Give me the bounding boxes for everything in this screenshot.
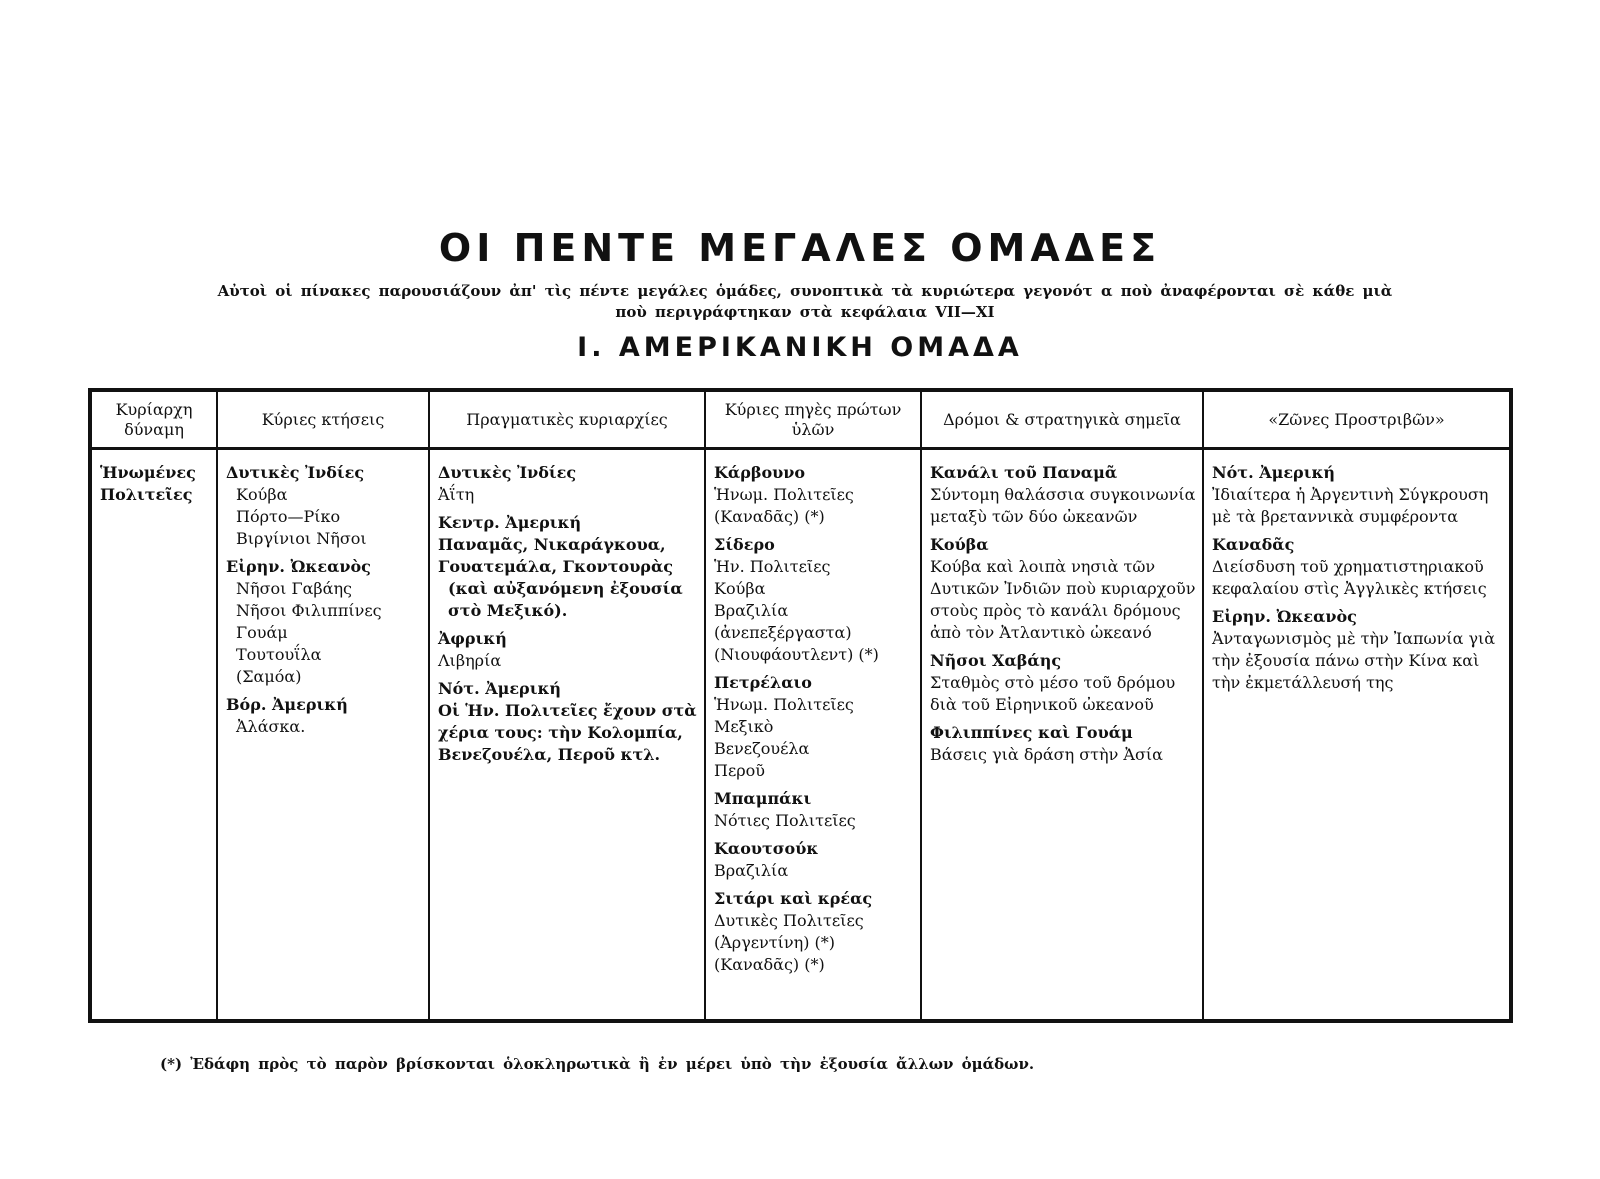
group-title: Κανάλι τοῦ Παναμᾶ bbox=[930, 463, 1118, 482]
list-item: Βενεζουέλα bbox=[714, 739, 810, 758]
list-item: (Καναδᾶς) (*) bbox=[714, 507, 825, 526]
list-item: Βραζιλία (ἀνεπεξέργαστα) bbox=[714, 601, 852, 642]
list-item: Τουτουΐλα bbox=[236, 645, 322, 664]
column-header: Πραγματικὲς κυριαρχίες bbox=[430, 392, 704, 450]
group bbox=[438, 678, 698, 766]
list-item: Ἀνταγωνισμὸς μὲ τὴν Ἰαπωνία γιὰ τὴν ἐξουσία πάνω στὴν Κίνα καὶ τὴν ἐκμετάλλευσή της bbox=[1212, 629, 1496, 692]
list-item: Ἡνωμ. Πολιτεῖες bbox=[714, 485, 854, 504]
list-item: Ἡνωμ. Πολιτεῖες bbox=[714, 695, 854, 714]
group bbox=[438, 628, 698, 672]
list-item: Σύντομη θαλάσσια συγκοινωνία μεταξὺ τῶν δύο ὠκεανῶν bbox=[930, 485, 1196, 526]
column-body bbox=[92, 454, 216, 506]
group-title: Μπαμπάκι bbox=[714, 789, 812, 808]
column-raw-materials bbox=[704, 392, 920, 1019]
group bbox=[226, 462, 422, 550]
group bbox=[1212, 534, 1503, 600]
group bbox=[226, 556, 422, 688]
list-item: Πόρτο—Ρίκο bbox=[236, 507, 341, 526]
group bbox=[1212, 462, 1503, 528]
list-item: Οἱ Ἡν. Πολιτεῖες ἔχουν στὰ χέρια τους: τὴν Κολομπία, Βενεζουέλα, Περοῦ κτλ. bbox=[438, 701, 697, 764]
group bbox=[714, 888, 914, 976]
list-item: Βιργίνιοι Νῆσοι bbox=[236, 529, 367, 548]
column-body bbox=[706, 454, 920, 982]
list-item: Περοῦ bbox=[714, 761, 766, 780]
group bbox=[1212, 606, 1503, 694]
group-title: Ἀφρική bbox=[438, 629, 507, 648]
subtitle-line: ποὺ περιγράφτηκαν στὰ κεφάλαια VII—XI bbox=[615, 303, 995, 321]
group bbox=[930, 722, 1196, 766]
group-title: Πετρέλαιο bbox=[714, 673, 812, 692]
column-body bbox=[1204, 454, 1509, 700]
column-friction-zones bbox=[1202, 392, 1509, 1019]
list-item: Ἰδιαίτερα ἡ Ἀργεντινὴ Σύγκρουση μὲ τὰ βρεταννικὰ συμφέροντα bbox=[1212, 485, 1489, 526]
power-name: Ἡνωμένες Πολιτεῖες bbox=[100, 463, 196, 504]
section-title: Ι. ΑΜΕΡΙΚΑΝΙΚΗ ΟΜΑΔΑ bbox=[577, 332, 1023, 363]
column-body bbox=[922, 454, 1202, 772]
column-power bbox=[92, 392, 216, 1019]
column-body bbox=[218, 454, 428, 744]
group bbox=[714, 534, 914, 666]
list-item: Βραζιλία bbox=[714, 861, 789, 880]
group bbox=[438, 512, 698, 622]
group-title: Σιτάρι καὶ κρέας bbox=[714, 889, 873, 908]
group bbox=[714, 462, 914, 528]
list-item: (Καναδᾶς) (*) bbox=[714, 955, 825, 974]
column-routes bbox=[920, 392, 1202, 1019]
group-title: Δυτικὲς Ἰνδίες bbox=[226, 463, 365, 482]
group-title: Κούβα bbox=[930, 535, 989, 554]
list-item: Νότιες Πολιτεῖες bbox=[714, 811, 856, 830]
column-body bbox=[430, 454, 704, 772]
column-possessions bbox=[216, 392, 428, 1019]
list-item: (Σαμόα) bbox=[236, 667, 302, 686]
group-title: Κάρβουνο bbox=[714, 463, 806, 482]
group bbox=[714, 838, 914, 882]
page-title: ΟΙ ΠΕΝΤΕ ΜΕΓΑΛΕΣ ΟΜΑΔΕΣ bbox=[438, 226, 1162, 270]
list-item: Νῆσοι Φιλιππίνες bbox=[236, 601, 382, 620]
list-item: Δυτικὲς Πολιτεῖες bbox=[714, 911, 864, 930]
group-title: Εἰρην. Ὠκεανὸς bbox=[1212, 607, 1357, 626]
group bbox=[714, 672, 914, 782]
group-title: Καναδᾶς bbox=[1212, 535, 1295, 554]
column-header: Κύριες πηγὲς πρώτων ὑλῶν bbox=[706, 392, 920, 450]
list-item: Ἀλάσκα. bbox=[236, 717, 306, 736]
list-item: (Ἀργεντίνη) (*) bbox=[714, 933, 836, 952]
group-title: Βόρ. Ἀμερική bbox=[226, 695, 348, 714]
list-item: Κούβα bbox=[714, 579, 766, 598]
list-item: Σταθμὸς στὸ μέσο τοῦ δρόμου διὰ τοῦ Εἰρηνικοῦ ὠκεανοῦ bbox=[930, 673, 1176, 714]
list-item: (Νιουφάουτλεντ) (*) bbox=[714, 645, 879, 664]
group-title: Δυτικὲς Ἰνδίες bbox=[438, 463, 577, 482]
list-item: Μεξικὸ bbox=[714, 717, 774, 736]
list-item: (καὶ αὐξανόμενη ἐξουσία στὸ Μεξικό). bbox=[448, 579, 683, 620]
subtitle bbox=[140, 281, 1470, 323]
summary-table bbox=[88, 388, 1513, 1023]
group-title: Καουτσούκ bbox=[714, 839, 819, 858]
list-item: Κούβα καὶ λοιπὰ νησιὰ τῶν Δυτικῶν Ἰνδιῶν ποὺ κυριαρχοῦν στοὺς πρὸς τὸ κανάλι δρόμους ἀπὸ τὸν Ἀτλαντικὸ ὠκεανό bbox=[930, 557, 1196, 642]
group-title: Νότ. Ἀμερική bbox=[438, 679, 562, 698]
list-item: Παναμᾶς, Νικαράγκουα, Γουατεμάλα, Γκοντουρὰς bbox=[438, 535, 673, 576]
list-item: Ἡν. Πολιτεῖες bbox=[714, 557, 831, 576]
group-title: Νῆσοι Χαβάης bbox=[930, 651, 1062, 670]
group bbox=[714, 788, 914, 832]
group bbox=[930, 462, 1196, 528]
column-header: Δρόμοι & στρατηγικὰ σημεῖα bbox=[922, 392, 1202, 450]
group-title: Κεντρ. Ἀμερική bbox=[438, 513, 582, 532]
list-item: Βάσεις γιὰ δράση στὴν Ἀσία bbox=[930, 745, 1163, 764]
group bbox=[226, 694, 422, 738]
column-dominions bbox=[428, 392, 704, 1019]
group-title: Φιλιππίνες καὶ Γουάμ bbox=[930, 723, 1133, 742]
group-title: Σίδερο bbox=[714, 535, 775, 554]
list-item: Κούβα bbox=[236, 485, 288, 504]
group bbox=[930, 534, 1196, 644]
column-header: «Ζῶνες Προστριβῶν» bbox=[1204, 392, 1509, 450]
column-header: Κυρίαρχη δύναμη bbox=[92, 392, 216, 450]
group bbox=[930, 650, 1196, 716]
group-title: Νότ. Ἀμερική bbox=[1212, 463, 1336, 482]
group bbox=[438, 462, 698, 506]
list-item: Ἀΐτη bbox=[438, 485, 475, 504]
list-item: Γουάμ bbox=[236, 623, 288, 642]
column-header: Κύριες κτήσεις bbox=[218, 392, 428, 450]
list-item: Λιβηρία bbox=[438, 651, 502, 670]
list-item: Νῆσοι Γαβάης bbox=[236, 579, 353, 598]
footnote: (*) Ἐδάφη πρὸς τὸ παρὸν βρίσκονται ὁλοκληρωτικὰ ἢ ἐν μέρει ὑπὸ τὴν ἐξουσία ἄλλων ὁμάδων. bbox=[160, 1055, 1035, 1073]
list-item: Διείσδυση τοῦ χρηματιστηριακοῦ κεφαλαίου στὶς Ἀγγλικὲς κτήσεις bbox=[1212, 557, 1487, 598]
subtitle-line: Αὐτοὶ οἱ πίνακες παρουσιάζουν ἀπ' τὶς πέντε μεγάλες ὁμάδες, συνοπτικὰ τὰ κυριώτερα γεγονότ α ποὺ ἀναφέρονται σὲ κάθε μιὰ bbox=[217, 282, 1393, 300]
group-title: Εἰρην. Ὠκεανὸς bbox=[226, 557, 371, 576]
